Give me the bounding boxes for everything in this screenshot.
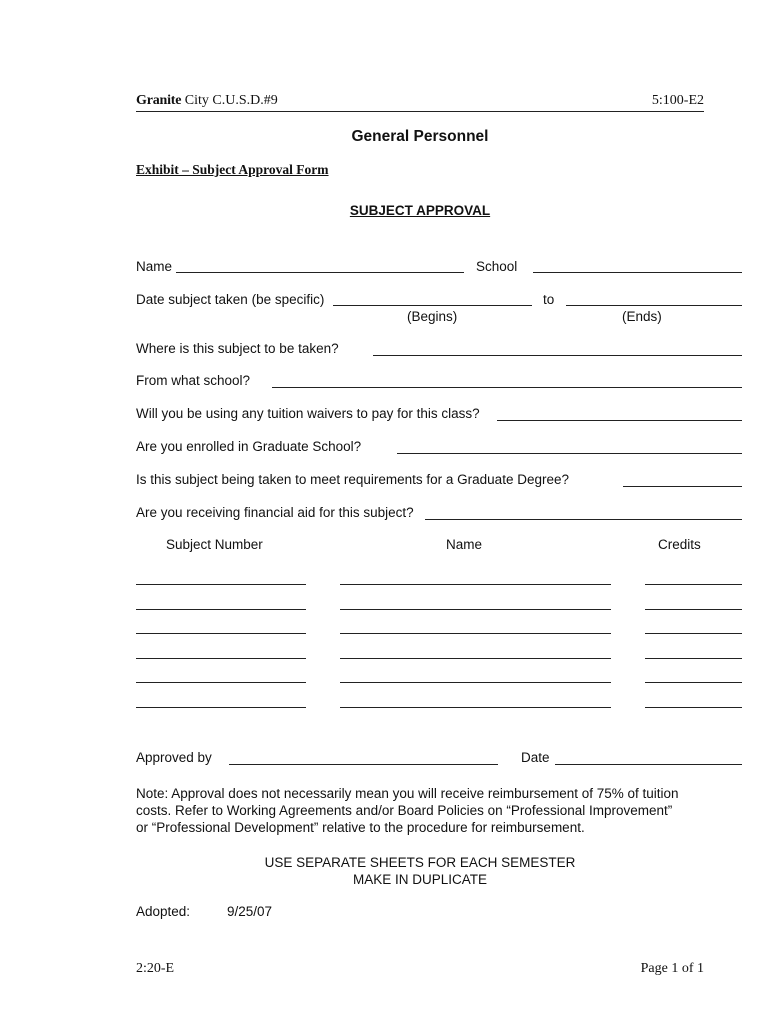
where-field[interactable] — [373, 355, 742, 356]
begins-label: (Begins) — [407, 309, 458, 324]
instruction-line-2: MAKE IN DUPLICATE — [352, 872, 488, 887]
subject-credits-field[interactable] — [645, 658, 742, 659]
grad-school-label: Are you enrolled in Graduate School? — [136, 439, 362, 454]
note-line-1: Note: Approval does not necessarily mean you will receive reimbursement of 75% of tuition — [136, 786, 679, 801]
subject-name-field[interactable] — [340, 682, 611, 683]
to-label: to — [543, 292, 555, 307]
subject-number-field[interactable] — [136, 609, 306, 610]
subject-name-field[interactable] — [340, 707, 611, 708]
subject-number-field[interactable] — [136, 633, 306, 634]
approved-by-field[interactable] — [229, 764, 498, 765]
grad-degree-label: Is this subject being taken to meet requirements for a Graduate Degree? — [136, 472, 569, 487]
col-subject-number: Subject Number — [166, 537, 263, 552]
policy-code: 5:100-E2 — [651, 93, 704, 108]
subject-number-field[interactable] — [136, 658, 306, 659]
subject-number-field[interactable] — [136, 584, 306, 585]
instruction-line-1: USE SEPARATE SHEETS FOR EACH SEMESTER — [264, 855, 576, 870]
where-label: Where is this subject to be taken? — [136, 341, 339, 356]
date-ends-field[interactable] — [566, 305, 742, 306]
name-field[interactable] — [176, 272, 464, 273]
financial-aid-field[interactable] — [425, 519, 742, 520]
page-number: Page 1 of 1 — [640, 961, 704, 976]
adopted-label: Adopted: — [136, 904, 191, 919]
col-name: Name — [446, 537, 483, 552]
school-field[interactable] — [533, 272, 742, 273]
name-label: Name — [136, 259, 173, 274]
school-label: School — [476, 259, 518, 274]
from-school-field[interactable] — [272, 387, 742, 388]
adopted-date: 9/25/07 — [227, 904, 273, 919]
subject-number-field[interactable] — [136, 707, 306, 708]
from-school-label: From what school? — [136, 373, 251, 388]
section-title: General Personnel — [351, 128, 489, 145]
subject-number-field[interactable] — [136, 682, 306, 683]
note-line-2: costs. Refer to Working Agreements and/or Board Policies on “Professional Improvement” — [136, 803, 673, 818]
district-name — [136, 93, 278, 109]
financial-aid-label: Are you receiving financial aid for this subject? — [136, 505, 414, 520]
subject-name-field[interactable] — [340, 633, 611, 634]
subject-name-field[interactable] — [340, 609, 611, 610]
subject-name-field[interactable] — [340, 584, 611, 585]
date-taken-label: Date subject taken (be specific) — [136, 292, 325, 307]
grad-school-field[interactable] — [397, 453, 742, 454]
footer-code: 2:20-E — [136, 961, 175, 976]
subject-name-field[interactable] — [340, 658, 611, 659]
subject-credits-field[interactable] — [645, 707, 742, 708]
district-name-rest: City C.U.S.D.#9 — [181, 93, 278, 108]
approval-date-label: Date — [521, 750, 550, 765]
tuition-waivers-field[interactable] — [497, 420, 742, 421]
note-line-3: or “Professional Development” relative to the procedure for reimbursement. — [136, 820, 585, 835]
form-title: SUBJECT APPROVAL — [349, 203, 491, 218]
approval-date-field[interactable] — [555, 764, 742, 765]
ends-label: (Ends) — [622, 309, 662, 324]
tuition-waivers-label: Will you be using any tuition waivers to pay for this class? — [136, 406, 480, 421]
subject-credits-field[interactable] — [645, 633, 742, 634]
subject-credits-field[interactable] — [645, 584, 742, 585]
col-credits: Credits — [658, 537, 701, 552]
date-begins-field[interactable] — [333, 305, 532, 306]
approved-by-label: Approved by — [136, 750, 212, 765]
district-name-bold: Granite — [136, 93, 182, 108]
subject-credits-field[interactable] — [645, 609, 742, 610]
header-rule — [136, 111, 704, 112]
exhibit-title: Exhibit – Subject Approval Form — [136, 162, 329, 177]
grad-degree-field[interactable] — [623, 486, 742, 487]
subject-credits-field[interactable] — [645, 682, 742, 683]
